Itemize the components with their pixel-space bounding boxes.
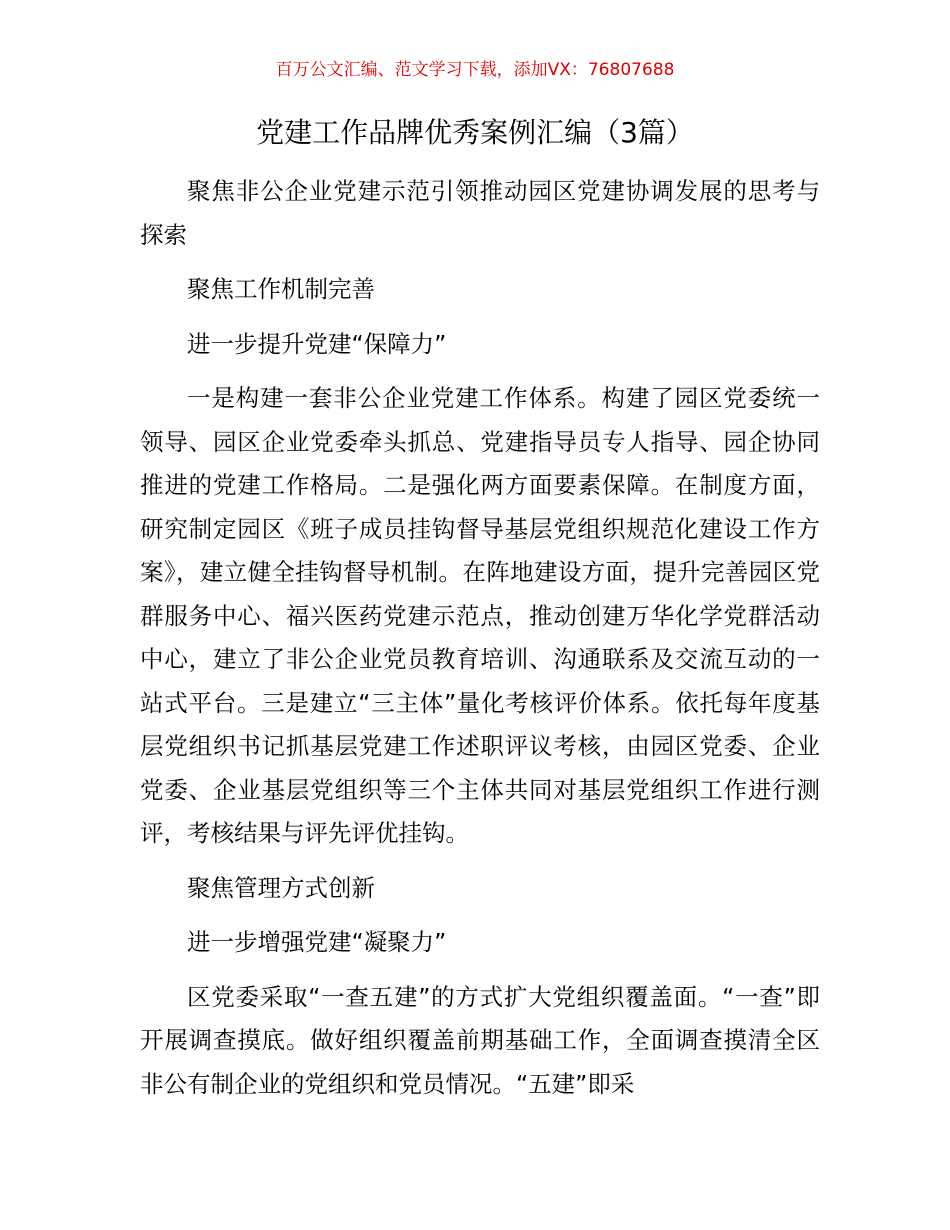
body-paragraph-1: 一是构建一套非公企业党建工作体系。构建了园区党委统一领导、园区企业党委牵头抓总、党建指导员专人指导、园企协同推进的党建工作格局。二是强化两方面要素保障。在制度方面，研究制定园区《班子成员挂钩督导基层党组织规范化建设工作方案》，建立健全挂钩督导机制。在阵地建设方面，提升完善园区党群服务中心、福兴医药党建示范点，推动创建万华化学党群活动中心，建立了非公企业党员教育培训、沟通联系及交流互动的一站式平台。三是建立“三主体”量化考核评价体系。依托每年度基层党组织书记抓基层党建工作述职评议考核，由园区党委、企业党委、企业基层党组织等三个主体共同对基层党组织工作进行测评，考核结果与评先评优挂钩。 — [140, 384, 820, 847]
section-subheading-1: 进一步提升党建“保障力” — [187, 329, 447, 358]
section-heading-1: 聚焦工作机制完善 — [187, 275, 375, 303]
article-heading: 聚焦非公企业党建示范引领推动园区党建协调发展的思考与探索 — [140, 177, 820, 249]
watermark-banner: 百万公文汇编、范文学习下载，添加VX：76807688 — [275, 60, 675, 80]
document-title: 党建工作品牌优秀案例汇编（3篇） — [256, 116, 694, 149]
document-body — [140, 170, 820, 1117]
section-heading-2: 聚焦管理方式创新 — [187, 873, 375, 902]
body-paragraph-2: 区党委采取“一查五建”的方式扩大党组织覆盖面。“一查”即开展调查摸底。做好组织覆盖前期基础工作，全面调查摸清全区非公有制企业的党组织和党员情况。“五建”即采 — [140, 982, 820, 1098]
section-subheading-2: 进一步增强党建“凝聚力” — [187, 928, 447, 956]
